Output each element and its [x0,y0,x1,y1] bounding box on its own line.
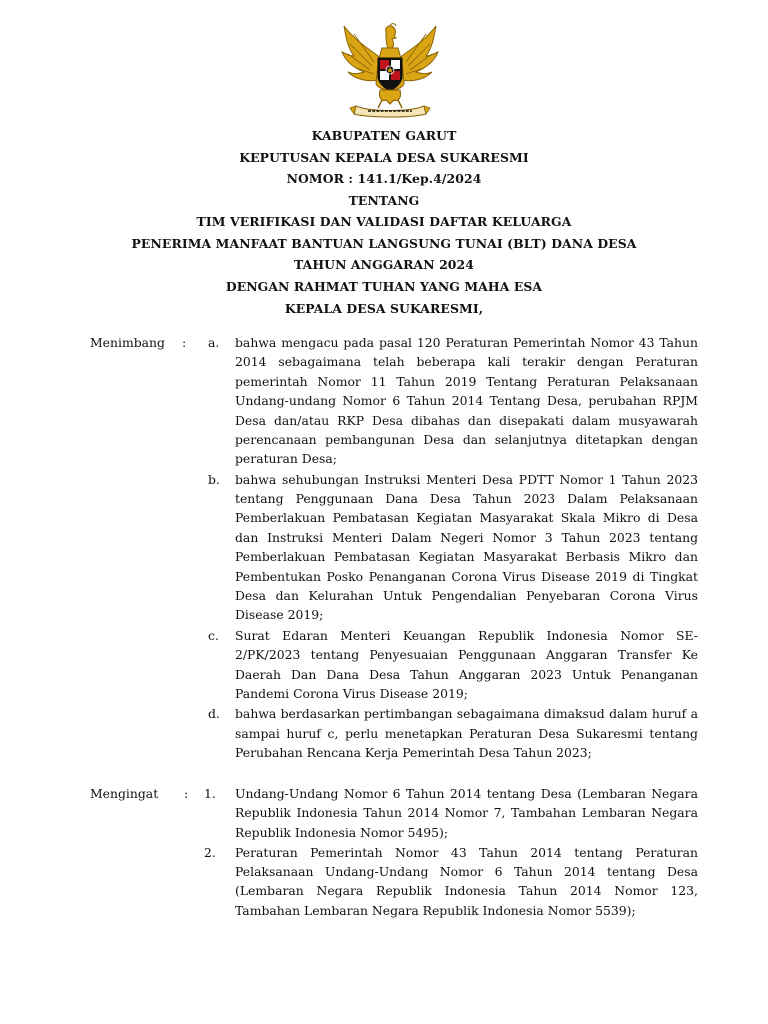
mengingat-item-2 [0,843,768,921]
mengingat-label: Mengingat [90,786,159,801]
item-marker: b. [208,471,220,487]
item-text: bahwa sehubungan Instruksi Menteri Desa PDTT Nomor 1 Tahun 2023 tentang Penggunaan Dana Desa Tahun 2023 Dalam Pelaksanaan Pemberlakuan Pembatasan Kegiatan Masyarakat Skala Mikro di Desa dan Instruksi Menteri Dalam Negeri Nomor 3 Tahun 2023 tentang Pemberlakuan Pembatasan Kegiatan Masyarakat Berbasis Mikro dan Pembentukan Posko Penanganan Corona Virus Disease 2019 di Tingkat Desa dan Kelurahan Untuk Pengendalian Penyebaran Corona Virus Disease 2019; [235,471,698,623]
item-text: Undang-Undang Nomor 6 Tahun 2014 tentang Desa (Lembaran Negara Republik Indonesia Tahun 2014 Nomor 7, Tambahan Lembaran Negara Republik Indonesia Nomor 5495); [235,786,698,840]
item-marker: a. [208,335,220,350]
menimbang-item-b [0,470,768,625]
header-regency: KABUPATEN GARUT [311,128,457,143]
preamble-invocation: DENGAN RAHMAT TUHAN YANG MAHA ESA [225,279,543,294]
menimbang-colon: : [182,335,187,350]
menimbang-label: Menimbang [90,335,165,350]
item-text: bahwa berdasarkan pertimbangan sebagaimana dimaksud dalam huruf a sampai huruf c, perlu menetapkan Peraturan Desa Sukaresmi tentang Perubahan Rencana Kerja Pemerintah Desa Tahun 2023; [235,706,698,760]
item-marker: d. [208,706,220,722]
header-subject-line-2: PENERIMA MANFAAT BANTUAN LANGSUNG TUNAI (BLT) DANA DESA [131,235,637,251]
item-marker: c. [208,627,219,643]
header-decree-title: KEPUTUSAN KEPALA DESA SUKARESMI [239,149,529,165]
item-text: bahwa mengacu pada pasal 120 Peraturan Pemerintah Nomor 43 Tahun 2014 sebagaimana telah beberapa kali terakir dengan Peraturan pemerintah Nomor 11 Tahun 2019 Tentang Peraturan Pelaksanaan Undang-undang Nomor 6 Tahun 2014 Tentang Desa, perubahan RPJM Desa dan/atau RKP Desa dibahas dan disepakati dalam musyawarah perencanaan pembangunan Desa dan selanjutnya ditetapkan dengan peraturan Desa; [235,335,698,467]
preamble-authority: KEPALA DESA SUKARESMI, [284,300,484,316]
mengingat-item-1 [0,784,768,842]
document-header [0,125,768,276]
document-preamble [0,276,768,319]
item-text: Surat Edaran Menteri Keuangan Republik Indonesia Nomor SE-2/PK/2023 tentang Penyesuaian Penggunaan Anggaran Transfer Ke Daerah Dan Dana Desa Tahun Anggaran 2023 Untuk Penanganan Pandemi Corona Virus Disease 2019; [235,627,698,701]
mengingat-colon: : [184,786,189,801]
menimbang-item-c [0,626,768,704]
menimbang-item-a [0,333,768,469]
header-decree-number: NOMOR : 141.1/Kep.4/2024 [286,171,482,186]
header-tentang: TENTANG [348,192,420,208]
mengingat-items [0,784,768,921]
item-text: Peraturan Pemerintah Nomor 43 Tahun 2014 tentang Peraturan Pelaksanaan Undang-Undang Nomor 6 Tahun 2014 tentang Desa (Lembaran Negara Republik Indonesia Tahun 2014 Nomor 123, Tambahan Lembaran Negara Republik Indonesia Nomor 5539); [235,844,698,918]
header-fiscal-year: TAHUN ANGGARAN 2024 [294,257,474,272]
menimbang-items [0,333,768,763]
item-marker: 1. [204,786,216,801]
header-subject-line-1: TIM VERIFIKASI DAN VALIDASI DAFTAR KELUARGA [196,214,572,229]
item-marker: 2. [204,844,216,860]
garuda-emblem [334,22,446,118]
menimbang-item-d [0,704,768,762]
